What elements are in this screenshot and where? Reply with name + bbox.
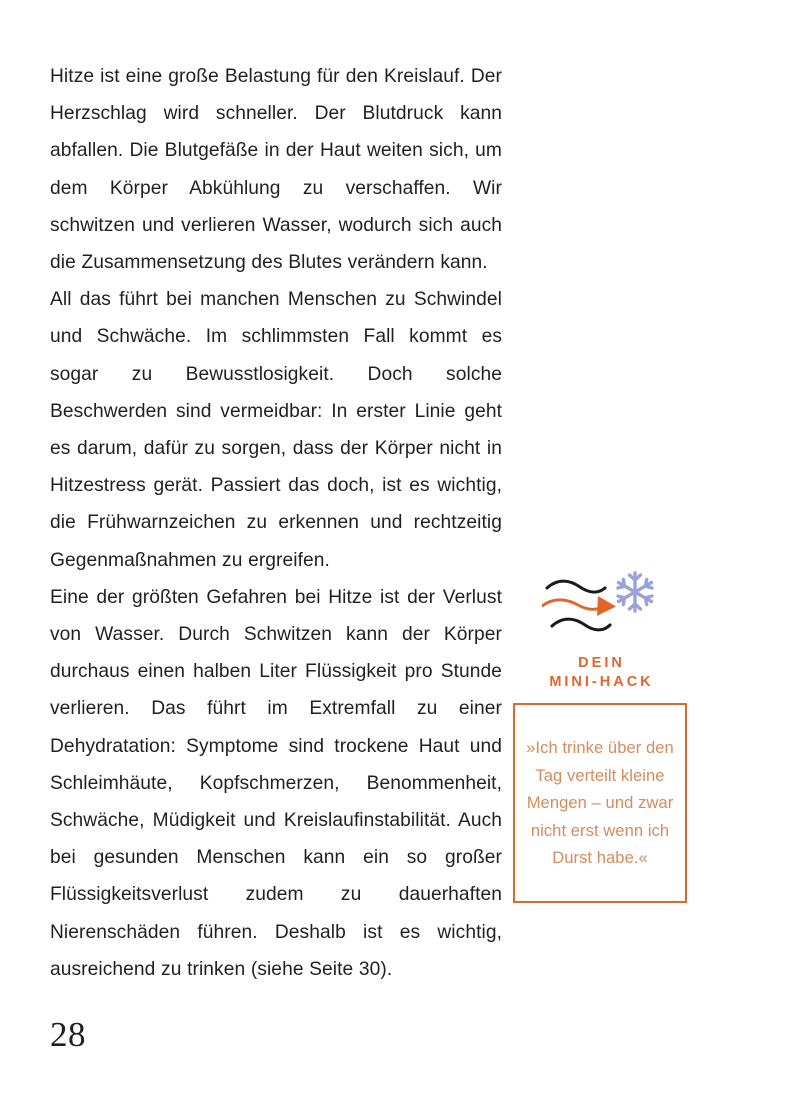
mini-hack-module	[513, 568, 687, 903]
arrow-head-icon	[597, 596, 616, 616]
mini-hack-heading	[513, 654, 687, 692]
page-number: 28	[50, 1015, 86, 1054]
mini-hack-quote-box	[513, 703, 687, 903]
body-paragraph-1: Hitze ist eine große Belastung für den Kreislauf. Der Herzschlag wird schneller. Der Blutdruck kann abfallen. Die Blutgefäße in der Haut weiten sich, um dem Körper Abkühlung zu verschaffen. Wir schwitzen und verlieren Wasser, wodurch sich auch die Zusammensetzung des Blutes verändern kann.	[50, 66, 502, 274]
body-paragraph-3: Eine der größten Gefahren bei Hitze ist der Verlust von Wasser. Durch Schwitzen kann der Körper durchaus einen halben Liter Flüssigkeit pro Stunde verlieren. Das führt im Extremfall zu einer Dehydratation: Symptome sind trockene Haut und Schleimhäute, Kopfschmerzen, Benommenheit, Schwäche, Müdigkeit und Kreislaufinstabilität. Auch bei gesunden Menschen kann ein so großer Flüssigkeitsverlust zudem zu dauerhaften Nierenschäden führen. Deshalb ist es wichtig, ausreichend zu trinken (siehe Seite 30).	[50, 586, 502, 980]
body-text-column	[50, 58, 502, 988]
wind-line-bottom-icon	[552, 619, 610, 630]
snowflake-icon	[618, 573, 652, 611]
wind-line-top-icon	[547, 581, 605, 592]
arrow-shaft-icon	[542, 600, 604, 609]
mini-hack-heading-line-2: MINI-HACK	[549, 674, 654, 690]
mini-hack-quote-text: »Ich trinke über den Tag verteilt kleine Mengen – und zwar nicht erst wenn ich Durst habe.«	[526, 738, 674, 868]
snowflake-breeze-icon	[542, 568, 658, 640]
mini-hack-heading-line-1: DEIN	[578, 655, 625, 671]
body-paragraph-2: All das führt bei manchen Menschen zu Schwindel und Schwäche. Im schlimmsten Fall kommt es sogar zu Bewusstlosigkeit. Doch solche Beschwerden sind vermeidbar: In erster Linie geht es darum, dafür zu sorgen, dass der Körper nicht in Hitzestress gerät. Passiert das doch, ist es wichtig, die Frühwarnzeichen zu erkennen und rechtzeitig Gegenmaßnahmen zu ergreifen.	[50, 289, 502, 571]
